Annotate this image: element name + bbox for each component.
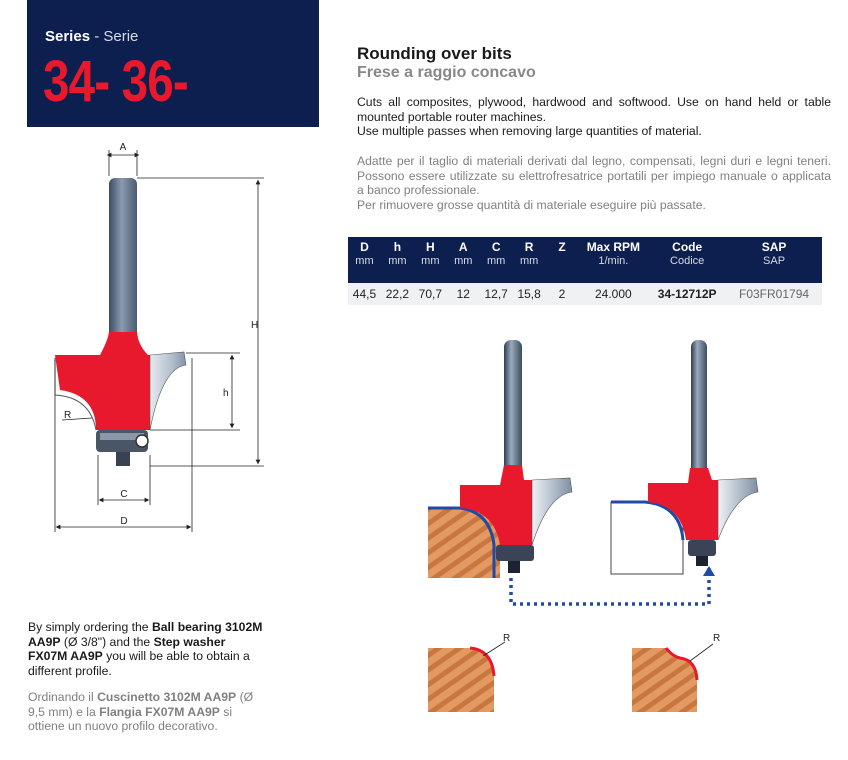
profile-right-label: R xyxy=(713,633,721,644)
spec-table xyxy=(348,237,822,305)
label-A: A xyxy=(119,142,127,153)
subheader-h: mm xyxy=(381,255,414,283)
profile-right xyxy=(632,648,697,712)
header-C: C xyxy=(480,237,513,255)
note-en-t1: By simply ordering the xyxy=(28,620,152,634)
subheader-D: mm xyxy=(348,255,381,283)
header-sap: SAP xyxy=(726,237,822,255)
series-header xyxy=(27,0,319,127)
header-A: A xyxy=(447,237,480,255)
screw xyxy=(116,452,130,466)
series-codes: 34- 36- xyxy=(43,49,188,114)
note-it-t1: Ordinando il xyxy=(28,690,98,704)
profile-left-leader xyxy=(483,642,505,656)
cell-Z: 2 xyxy=(546,283,579,305)
table-row xyxy=(348,283,822,305)
note-it-t2: (Ø 9,5 mm) e la xyxy=(28,690,254,719)
series-label-it: - Serie xyxy=(90,28,139,45)
cell-code: 34-12712P xyxy=(648,283,726,305)
subheader-H: mm xyxy=(414,255,447,283)
bearing-left xyxy=(496,545,534,561)
shank-right xyxy=(691,340,707,480)
note-it-bearing: Cuscinetto 3102M AA9P xyxy=(97,690,237,704)
note-it-t3: si ottiene un nuovo profilo decorativo. xyxy=(28,704,233,733)
series-label xyxy=(45,28,138,45)
note-en-t2: (Ø 3/8") and the xyxy=(60,634,154,649)
header-max-rpm: Max RPM xyxy=(578,237,648,255)
note-en-t3: you will be able to obtain a different profile. xyxy=(28,649,250,678)
note-en xyxy=(28,620,268,678)
cell-h: 22,2 xyxy=(381,283,414,305)
label-H: H xyxy=(251,320,259,331)
subheader-R: mm xyxy=(513,255,546,283)
subheader-A: mm xyxy=(447,255,480,283)
profile-left xyxy=(428,648,494,712)
subheader-Z xyxy=(546,255,579,283)
blade-left xyxy=(532,478,572,545)
cell-D: 44,5 xyxy=(348,283,381,305)
description-en xyxy=(357,95,831,139)
note-en-washer: Step washer FX07M AA9P xyxy=(28,634,226,663)
description-it xyxy=(357,154,831,212)
subheader-max-rpm: 1/min. xyxy=(578,255,648,283)
note-it xyxy=(28,690,268,734)
product-title-it: Frese a raggio concavo xyxy=(357,64,536,81)
header-D: D xyxy=(348,237,381,255)
cell-max-rpm: 24.000 xyxy=(578,283,648,305)
bearing-right xyxy=(688,540,716,556)
header-Z: Z xyxy=(546,237,579,255)
label-D: D xyxy=(120,516,128,527)
description-en-line-1: Cuts all composites, plywood, hardwood and softwood. Use on hand held or table mounted portable router machines. xyxy=(357,95,831,124)
label-C: C xyxy=(120,489,128,500)
label-h: h xyxy=(223,388,229,399)
header-code: Code xyxy=(648,237,726,255)
cell-A: 12 xyxy=(447,283,480,305)
profile-right-leader xyxy=(690,644,713,661)
description-en-line-2: Use multiple passes when removing large quantities of material. xyxy=(357,124,702,138)
subheader-C: mm xyxy=(480,255,513,283)
technical-drawing xyxy=(0,130,330,540)
shank xyxy=(109,178,137,350)
description-it-line-2: Per rimuovere grosse quantità di materiale eseguire più passate. xyxy=(357,197,706,212)
screw-icon xyxy=(136,435,148,447)
header-h: h xyxy=(381,237,414,255)
note-it-washer: Flangia FX07M AA9P xyxy=(99,704,220,719)
cell-R: 15,8 xyxy=(513,283,546,305)
cell-C: 12,7 xyxy=(480,283,513,305)
screw-left xyxy=(508,561,520,573)
screw-right xyxy=(696,556,708,566)
product-title: Rounding over bits xyxy=(357,44,512,63)
blade xyxy=(150,352,186,430)
subheader-code: Codice xyxy=(648,255,726,283)
series-label-en: Series xyxy=(45,28,91,45)
shank-left xyxy=(504,340,522,480)
label-R: R xyxy=(64,410,72,421)
description-it-line-1: Adatte per il taglio di materiali derivati dal legno, compensati, legni duri e legni teneri. Possono essere utilizzate su elettrofresatrice portatili per impiego manuale o applicata a banco professionale. xyxy=(357,154,831,197)
profile-left-label: R xyxy=(503,633,511,644)
dimension-lines xyxy=(55,150,264,532)
header-R: R xyxy=(513,237,546,255)
cell-sap: F03FR01794 xyxy=(726,283,822,305)
note-en-bearing: Ball bearing 3102M AA9P xyxy=(28,620,263,649)
blade-right xyxy=(718,478,758,540)
arrow-up-icon xyxy=(703,566,715,576)
bits-illustration xyxy=(400,330,840,750)
cell-H: 70,7 xyxy=(414,283,447,305)
subheader-sap: SAP xyxy=(726,255,822,283)
header-H: H xyxy=(414,237,447,255)
